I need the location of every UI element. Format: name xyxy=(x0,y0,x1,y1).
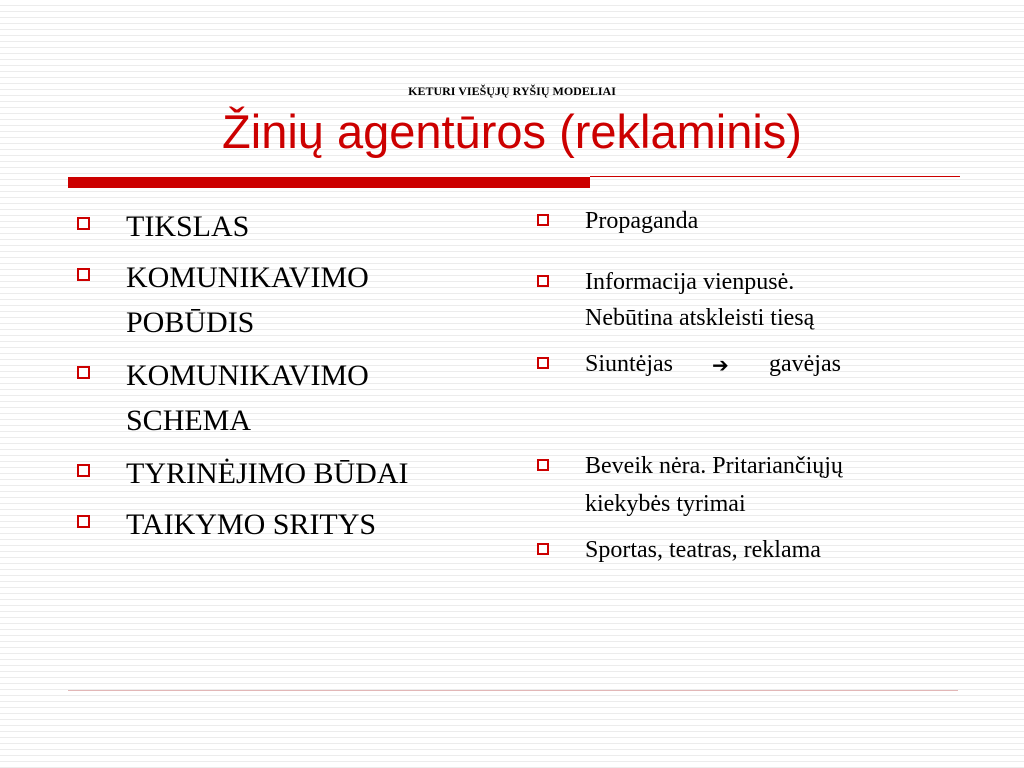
left-item-tikslas: TIKSLAS xyxy=(126,210,250,243)
hollow-square-icon xyxy=(537,357,549,369)
left-item-tyrinejimo-budai: TYRINĖJIMO BŪDAI xyxy=(126,457,409,490)
slide-subtitle: KETURI VIEŠŲJŲ RYŠIŲ MODELIAI xyxy=(408,84,616,98)
right-item-sritys: Sportas, teatras, reklama xyxy=(585,537,821,563)
hollow-square-icon xyxy=(77,464,90,477)
left-item-taikymo-sritys: TAIKYMO SRITYS xyxy=(126,508,377,541)
left-item-komunikavimo-schema-line1: KOMUNIKAVIMO xyxy=(126,359,369,392)
hollow-square-icon xyxy=(537,543,549,555)
slide-title: Žinių agentūros (reklaminis) xyxy=(222,105,802,158)
footer-divider xyxy=(68,690,958,691)
hollow-square-icon xyxy=(77,268,90,281)
hollow-square-icon xyxy=(537,459,549,471)
left-item-komunikavimo-pobudis-line1: KOMUNIKAVIMO xyxy=(126,261,369,294)
right-item-informacija-line1: Informacija vienpusė. xyxy=(585,269,795,295)
hollow-square-icon xyxy=(77,217,90,230)
hollow-square-icon xyxy=(77,515,90,528)
title-divider-thick xyxy=(68,177,590,188)
right-item-propaganda: Propaganda xyxy=(585,208,699,234)
right-item-informacija-line2: Nebūtina atskleisti tiesą xyxy=(585,305,815,331)
arrow-right-icon: ➔ xyxy=(712,353,729,377)
hollow-square-icon xyxy=(537,275,549,287)
hollow-square-icon xyxy=(537,214,549,226)
right-item-tyrimai-line2: kiekybės tyrimai xyxy=(585,491,746,517)
right-item-sender: Siuntėjas xyxy=(585,351,673,377)
left-item-komunikavimo-schema-line2: SCHEMA xyxy=(126,404,252,437)
right-item-receiver: gavėjas xyxy=(769,351,841,377)
right-item-tyrimai-line1: Beveik nėra. Pritariančiųjų xyxy=(585,453,843,479)
hollow-square-icon xyxy=(77,366,90,379)
title-divider-thin xyxy=(590,176,960,177)
left-item-komunikavimo-pobudis-line2: POBŪDIS xyxy=(126,306,255,339)
